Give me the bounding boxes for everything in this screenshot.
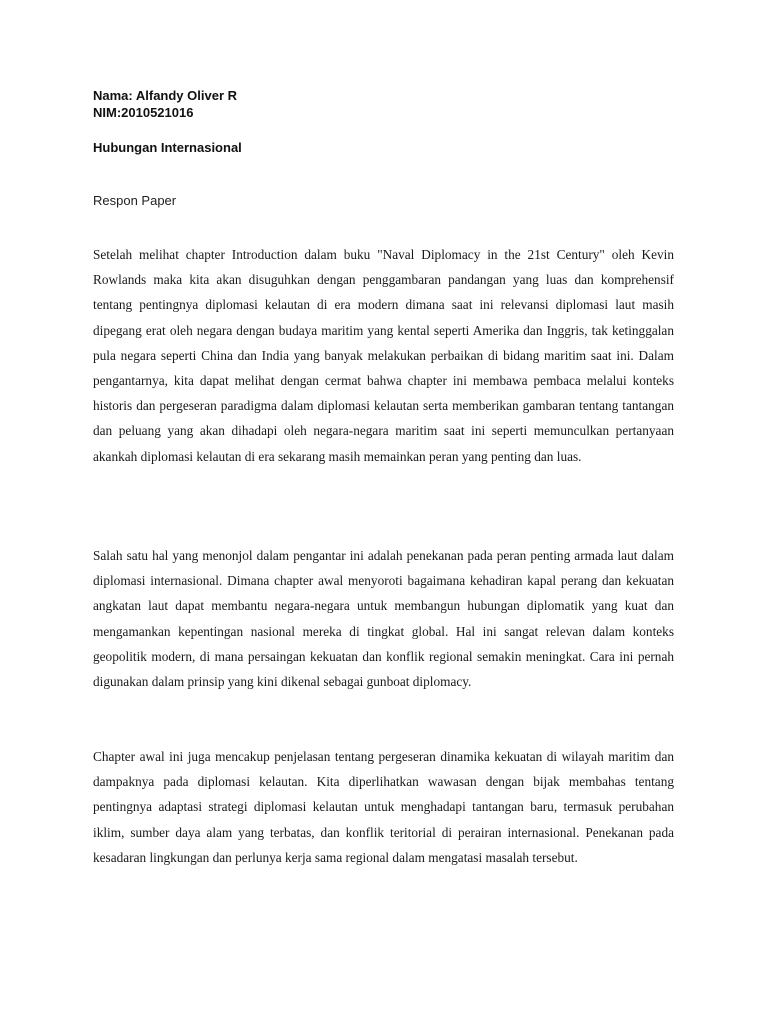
student-id: NIM:2010521016 — [93, 105, 194, 120]
document-type: Respon Paper — [93, 193, 177, 208]
author-header — [93, 87, 237, 121]
author-name: Nama: Alfandy Oliver R — [93, 88, 238, 103]
course-subject: Hubungan Internasional — [93, 140, 242, 155]
body-paragraph: Salah satu hal yang menonjol dalam pengantar ini adalah penekanan pada peran penting armada laut dalam diplomasi internasional. Dimana chapter awal menyoroti bagaimana kehadiran kapal perang dan kekuatan angkatan laut dapat membantu negara-negara untuk membangun hubungan diplomatik yang kuat dan mengamankan kepentingan nasional mereka di tingkat global. Hal ini sangat relevan dalam konteks geopolitik modern, di mana persaingan kekuatan dan konflik regional semakin meningkat. Cara ini pernah digunakan dalam prinsip yang kini dikenal sebagai gunboat diplomacy. — [93, 548, 674, 690]
body-paragraph: Chapter awal ini juga mencakup penjelasan tentang pergeseran dinamika kekuatan di wilayah maritim dan dampaknya pada diplomasi kelautan. Kita diperlihatkan wawasan dengan bijak membahas tentang pentingnya adaptasi strategi diplomasi kelautan untuk menghadapi tantangan baru, termasuk perubahan iklim, sumber daya alam yang terbatas, dan konflik teritorial di perairan internasional. Penekanan pada kesadaran lingkungan dan perlunya kerja sama regional dalam mengatasi masalah tersebut. — [93, 749, 674, 865]
body-paragraph: Setelah melihat chapter Introduction dalam buku "Naval Diplomacy in the 21st Century" oleh Kevin Rowlands maka kita akan disuguhkan dengan penggambaran pandangan yang luas dan komprehensif tentang pentingnya diplomasi kelautan di era modern dimana saat ini relevansi diplomasi laut masih dipegang erat oleh negara dengan budaya maritim yang kental seperti Amerika dan Inggris, tak ketinggalan pula negara seperti China dan India yang banyak melakukan perbaikan di bidang maritim saat ini. Dalam pengantarnya, kita dapat melihat dengan cermat bahwa chapter ini membawa pembaca melalui konteks historis dan pergeseran paradigma dalam diplomasi kelautan serta memberikan gambaran tentang tantangan dan peluang yang akan dihadapi oleh negara-negara maritim saat ini seperti memunculkan pertanyaan akankah diplomasi kelautan di era sekarang masih memainkan peran yang penting dan luas. — [93, 247, 674, 464]
